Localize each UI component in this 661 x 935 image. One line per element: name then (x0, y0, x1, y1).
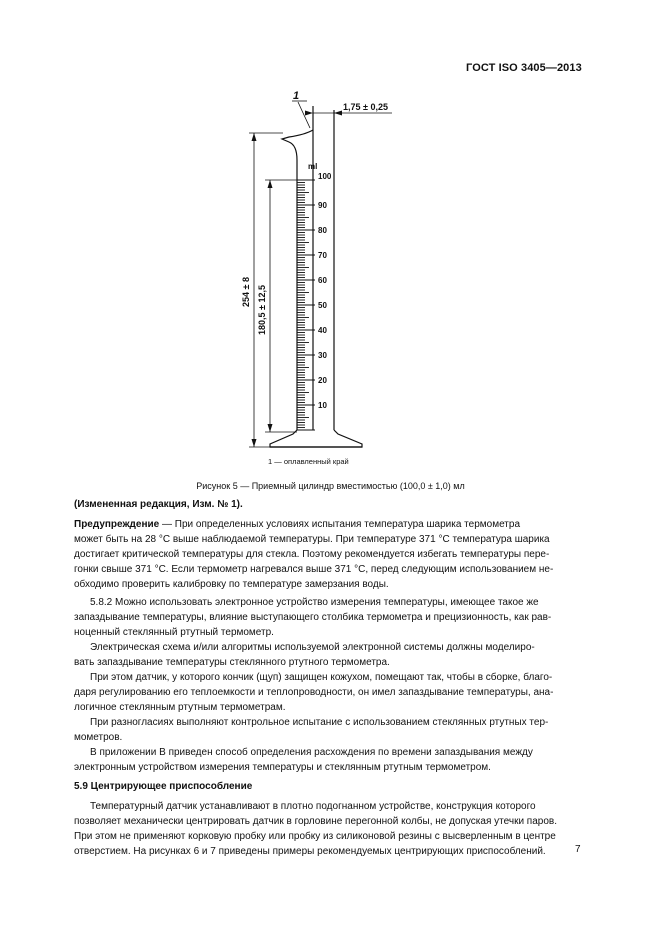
scale-label: 20 (318, 376, 327, 385)
warning-paragraph: Предупреждение — При определенных условиях испытания температура шарика термометра (74, 519, 521, 530)
callout-number: 1 (293, 90, 300, 102)
paragraph-disputes: При разногласиях выполняют контрольное испытание с использованием стеклянных ртутных тер- (90, 717, 549, 728)
scale-label: 60 (318, 276, 327, 285)
scale-label: 30 (318, 351, 327, 360)
scale-label: 50 (318, 301, 327, 310)
dim-scale-label: 180,5 ± 12,5 (257, 285, 267, 335)
unit-label: ml (308, 162, 318, 171)
warning-label: Предупреждение (74, 519, 160, 530)
dim-wall-label: 1,75 ± 0,25 (343, 102, 388, 112)
paragraph-5-9: Температурный датчик устанавливают в плотно подогнанном устройстве, конструкция которого (90, 801, 536, 812)
graduation-ticks (297, 180, 315, 430)
scale-label: 40 (318, 326, 327, 335)
scale-label: 10 (318, 401, 327, 410)
scale-label: 70 (318, 251, 327, 260)
cylinder-base (270, 430, 362, 447)
figure-caption: Рисунок 5 — Приемный цилиндр вместимостью (100,0 ± 1,0) мл (196, 481, 465, 491)
figure-note: 1 — оплавленный край (268, 457, 349, 466)
scale-label: 80 (318, 226, 327, 235)
scale-label: 90 (318, 201, 327, 210)
dim-total-label: 254 ± 8 (241, 277, 251, 307)
paragraph-5-8-2: 5.8.2 Можно использовать электронное устройство измерения температуры, имеющее такое же (90, 597, 539, 608)
callout-leader (298, 102, 310, 128)
scale-labels (318, 172, 332, 410)
document-code: ГОСТ ISO 3405—2013 (466, 62, 582, 74)
section-5-9-title: 5.9 Центрирующее приспособление (74, 781, 253, 792)
paragraph-sensor: При этом датчик, у которого кончик (щуп) защищен кожухом, помещают так, чтобы в сборке, благо- (90, 672, 553, 683)
scale-label: 100 (318, 172, 332, 181)
paragraph-annex: В приложении В приведен способ определения расхождения по времени запаздывания между (90, 747, 533, 758)
page-number: 7 (575, 844, 581, 855)
amended-note: (Измененная редакция, Изм. № 1). (74, 499, 243, 510)
paragraph-circuit: Электрическая схема и/или алгоритмы используемой электронной системы должны моделиро- (90, 642, 535, 653)
